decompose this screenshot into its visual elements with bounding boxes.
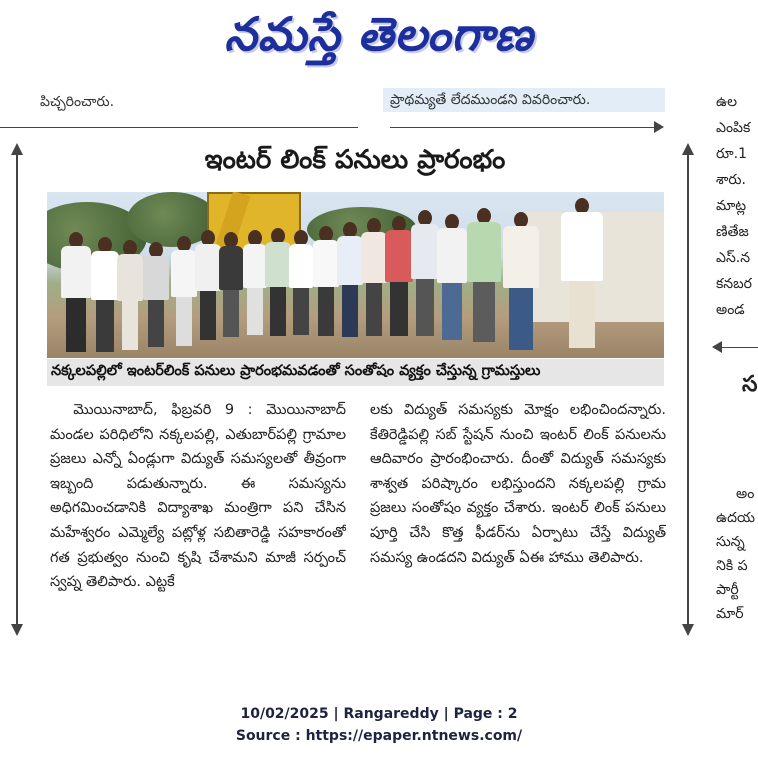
footer-source-line: Source : https://epaper.ntnews.com/ [235,728,523,744]
arrow-right-icon [654,121,664,133]
article-column-right [370,398,666,646]
photo-person [143,242,169,347]
right-col-line: ఎస్.న [716,250,751,266]
right-col-line: సున్న [716,534,745,550]
photo-person [503,212,539,350]
left-column-marker [16,154,18,624]
right-col-line: మాట్ల [716,198,747,214]
right-col-line: శారు. [716,172,746,188]
top-rule-left [0,127,358,128]
photo-person [289,230,313,335]
right-col-line: మార్ [716,606,744,622]
footer-date-line: 10/02/2025 | Rangareddy | Page : 2 [240,706,518,722]
top-strip-middle [388,88,664,112]
photo-person [467,208,501,342]
right-column-marker [687,154,689,624]
photo-person [243,230,267,335]
right-col-line: అండ [716,302,745,318]
right-col-line: అం [736,486,755,502]
masthead [0,0,758,80]
photo-person [91,237,119,352]
top-strip-left-text: పిచ్చరించారు. [40,94,115,110]
right-col-line: రూ.1 [716,146,748,162]
article-body-right: లకు విద్యుత్ సమస్యకు మోక్షం లభించిందన్నారు. కేతిరెడ్డిపల్లి సబ్ స్టేషన్ నుంచి ఇంటర్ లింక్ పనులను ఆదివారం ప్రారంభించారు. దీంతో విద్యుత్ సమస్యకు శాశ్వత పరిష్కారం లభిస్తుందని నక్కలపల్లి గ్రామ ప్రజలు సంతోషం వ్యక్తం చేశారు. ఇంటర్ లింక్ పనులు పూర్తి చేసి కొత్త ఫీడర్‌ను ఏర్పాటు చేస్తే విద్యుత్ సమస్య ఉండదని విద్యుత్ ఏఈ హాము తెలిపారు. [370,402,666,566]
arrow-down-icon-right [682,624,694,636]
photo-person [561,198,603,348]
top-rule-right [390,127,654,128]
photo-person [437,214,467,340]
photo-person [313,226,339,336]
photo-person [61,232,91,352]
article-headline: ఇంటర్ లింక్ పనులు ప్రారంభం [204,144,506,175]
right-adjacent-column [712,88,758,648]
right-col-line: ఎంపిక [716,120,751,136]
photo-person [195,230,221,340]
right-col-heading: స [742,372,758,397]
article-body-left: మొయినాబాద్, ఫిబ్రవరి 9 : మొయినాబాద్ మండల పరిధిలోని నక్కలపల్లి, ఎతుబార్‌పల్లి గ్రామాల ప్రజలు ఎన్నో ఏండ్లుగా విద్యుత్ సమస్యలతో తీవ్రంగా ఇబ్బంది పడుతున్నారు. ఈ సమస్యను అధిగమించడానికి విద్యాశాఖ మంత్రిగా పని చేసిన మహేశ్వరం ఎమ్మెల్యే పట్లోళ్ల సబితారెడ్డి సహకారంతో గత ప్రభుత్వం నుంచి కృషి చేశామని మాజీ సర్పంచ్ స్వప్న తెలిపారు. ఎట్టకే [50,402,346,591]
photo-caption: నక్కలపల్లిలో ఇంటర్‌లింక్ పనులు ప్రారంభమవడంతో సంతోషం వ్యక్తం చేస్తున్న గ్రామస్తులు [47,359,664,386]
photo-person [361,218,387,336]
top-strip-middle-text: ప్రాథమ్యతే లేదముండని వివరించారు. [390,92,591,108]
article-photo [47,192,664,358]
photo-person [385,216,413,336]
article-column-left [50,398,346,646]
photo-person [337,222,363,337]
right-col-line: పార్టీ [716,582,739,598]
photo-person [117,240,143,350]
photo-person [171,236,197,346]
right-col-line: నికి ప [716,558,748,574]
newspaper-title: నమస్తే తెలంగాణ [224,7,534,61]
photo-person [411,210,439,336]
top-strip-left [0,88,360,116]
right-col-line: ఉదయ [716,510,756,526]
right-col-line: ఉల [716,94,738,110]
right-col-line: ణితేజ [716,224,749,240]
right-col-line: కనబర [716,276,752,292]
photo-person [265,228,291,336]
arrow-down-icon-left [11,624,23,636]
photo-person [219,232,243,337]
